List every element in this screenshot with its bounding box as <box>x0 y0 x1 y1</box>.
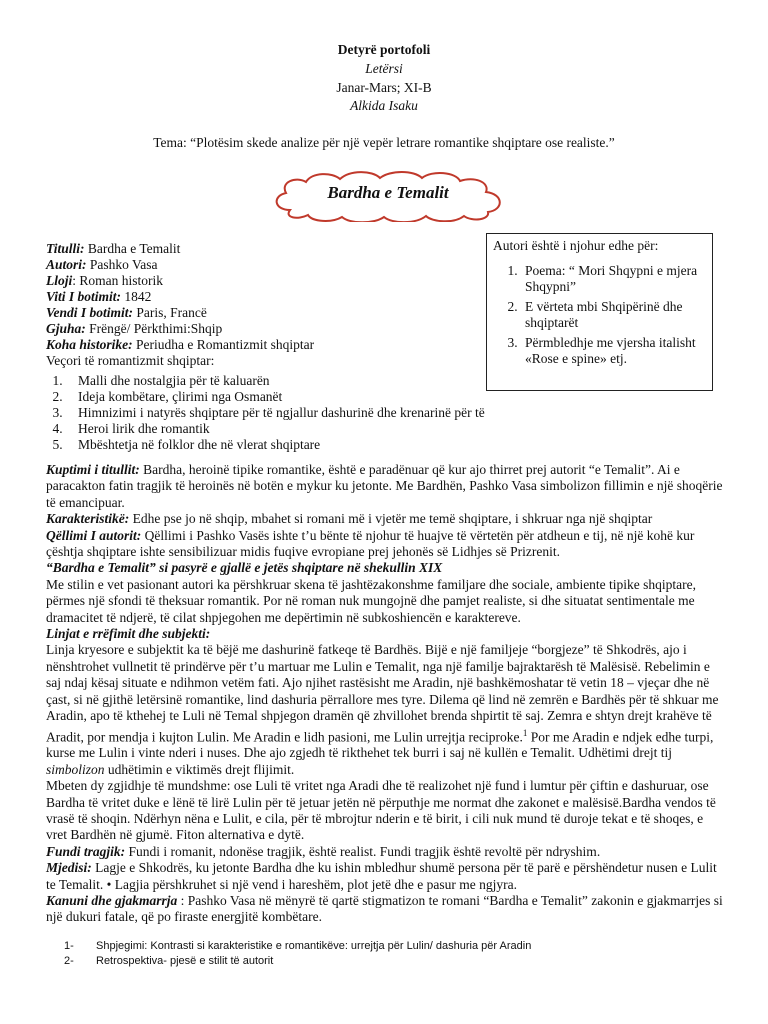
paragraph-text: Lagje e Shkodrës, ku jetonte Bardha dhe ku ishin mbledhur shumë persona për të parë e përshëndetur nusen e Lulit te Temalit. • Lagjia përshkruhet si një vend i hareshëm, plot jetë dhe e pasur me ngjyra. <box>46 860 717 892</box>
section-heading: “Bardha e Temalit” si pasyrë e gjallë e jetës shqiptare në shekullin XIX <box>46 560 443 576</box>
footnote-number: 2- <box>64 955 74 967</box>
list-item: 2. E vërteta mbi Shqipërinë dhe shqiptarët <box>521 299 706 331</box>
meta-row-title <box>46 241 486 257</box>
footnote-1 <box>64 939 531 954</box>
section-heading: Linjat e rrëfimit dhe subjekti: <box>46 626 211 642</box>
meta-value: : Roman historik <box>72 273 163 288</box>
meta-value: Bardha e Temalit <box>84 241 181 256</box>
footnote-2 <box>64 954 531 969</box>
section-label: Qëllimi I autorit: <box>46 527 142 543</box>
meta-label: Gjuha: <box>46 321 86 336</box>
footnote-text: Retrospektiva- pjesë e stilit të autorit <box>96 955 274 967</box>
meta-label: Titulli: <box>46 241 85 256</box>
meta-label: Lloji <box>46 273 73 288</box>
paragraph-setting <box>46 860 726 893</box>
paragraph-ending <box>46 844 726 860</box>
meta-row-genre <box>46 273 486 289</box>
section-label: Kanuni dhe gjakmarrja <box>46 893 178 909</box>
works-list <box>493 263 706 367</box>
paragraph-text: Fundi i romanit, ndonëse tragjik, është realist. Fundi tragjik është revoltë për ndryshim. <box>125 843 601 859</box>
list-item: 3. Himnizimi i natyrës shqiptare për të ngjallur dashurinë dhe krenarinë për të <box>66 405 485 421</box>
paragraph-text: udhëtimin e viktimës drejt flijimit. <box>104 761 295 777</box>
features-list-wrap <box>46 373 485 453</box>
emphasis-word: simbolizon <box>46 761 105 777</box>
meta-label: Autori: <box>46 257 87 272</box>
meta-row-author <box>46 257 486 273</box>
footnote-text: Shpjegimi: Kontrasti si karakteristike e romantikëve: urrejtja për Lulin/ dashuria për Aradin <box>96 940 532 952</box>
meta-row-period <box>46 337 486 353</box>
section-label: Fundi tragjik: <box>46 843 126 859</box>
paragraph-text: Qëllimi i Pashko Vasës ishte t’u bënte të njohur të huajve të vërtetën për atdheun e tij, në një kohë kur çështja shqiptare ishte sensibilizuar midis fuqive evropiane prej jehonës së Lidhjes së Prizrenit. <box>46 527 695 560</box>
meta-value: Periudha e Romantizmit shqiptar <box>132 337 315 352</box>
book-metadata <box>46 241 486 369</box>
meta-value: Pashko Vasa <box>86 257 158 272</box>
section-label: Mjedisi: <box>46 860 92 876</box>
info-box-intro: Autori është i njohur edhe për: <box>493 238 659 253</box>
paragraph-purpose <box>46 528 726 561</box>
assignment-title: Detyrë portofoli <box>337 42 431 57</box>
list-item: 5. Mbështetja në folklor dhe në vlerat shqiptare <box>66 437 485 453</box>
paragraph-resolution: Mbeten dy zgjidhje të mundshme: ose Luli të vritet nga Aradi dhe të realizohet një fund i lumtur për çiftin e dashuruar, ose Bardha të vritet duke e lënë të lirë Lulin për të jetuar jetën në përputhje me normat dhe zakonet e malësisë.Bardha vendos të vrasë të shoqin. Ndërhyn nëna e Lulit, e cila, për të mbrojtur nderin e të birit, i cili nuk mund të duroje tekat e të shoqes, e vret Bardhën në gjumë. Fiton alternativa e dytë. <box>46 778 716 843</box>
features-heading: Veçori të romantizmit shqiptar: <box>46 353 215 368</box>
meta-label: Viti I botimit: <box>46 289 122 304</box>
analysis-body <box>46 462 726 926</box>
meta-label: Vendi I botimit: <box>46 305 134 320</box>
list-item: 1. Malli dhe nostalgjia për të kaluarën <box>66 373 485 389</box>
meta-value: 1842 <box>121 289 152 304</box>
topic-line: Tema: “Plotësim skede analize për një vepër letrare romantike shqiptare ose realiste.” <box>153 135 615 150</box>
list-item: 1. Poema: “ Mori Shqypni e mjera Shqypni” <box>521 263 706 295</box>
paragraph-mirror: Me stilin e vet pasionant autori ka përshkruar skena të jashtëzakonshme familjare dhe sociale, ambiente tipike shqiptare, përmes një sfondi të theksuar romantik. Por në roman nuk mungojnë dhe pamjet realiste, si dhe situatat sentimentale me dramacitet të ndjerë, të cilat shpjegohen me depërtimin në subkoshiencën e karaktereve. <box>46 576 697 625</box>
meta-value: Paris, Francë <box>133 305 207 320</box>
meta-row-place <box>46 305 486 321</box>
footnote-mark: 1 <box>522 727 528 738</box>
paragraph-title-meaning <box>46 462 726 511</box>
author-info-box <box>486 233 713 391</box>
meta-value: Frëngë/ Përkthimi:Shqip <box>85 321 223 336</box>
paragraph-text: Linja kryesore e subjektit ka të bëjë me dashurinë fatkeqe të Bardhës. Bijë e një familjeje “borgjeze” të Shkodrës, ajo i nënshtrohet vullnetit të prindërve për t’u martuar me Lulin e Temalit, nga një familje bajraktarësh të Malësisë. Rebelimin e saj ndaj kësaj situate e ndihmon vetëm fati. Ajo njihet rastësisht me Aradin, një bashkëmoshatar të vetin 18 – vjeçar dhe në çast, si në gjithë letërsinë romantike, lind dashuria përrallore mes tyre. Dilema që lind në zemrën e Bardhës për të shkuar me Aradin, apo të kthehej te Luli në Temal shpjegon dramën që zhvillohet brenda shpirtit të saj. Zemra e shtyn drejt krahëve të Aradit, por mendja i kujton Lulin. Me Aradin e lidh pasioni, me Lulin urrejtja reciproke. <box>46 642 719 744</box>
paragraph-characteristic <box>46 511 726 527</box>
list-item: 3. Përmbledhje me vjersha italisht «Rose e spine» etj. <box>521 335 706 367</box>
paragraph-text: : Pashko Vasa në mënyrë të qartë stigmatizon te romani “Bardha e Temalit” zakonin e gjakmarrjes si një dukuri fatale, që po firaste energjitë kombëtare. <box>46 893 723 925</box>
paragraph-text: Bardha, heroinë tipike romantike, është e paradënuar që kur ajo thirret prej autorit “e Temalit”. Ai e paracakton fatin tragjik të heroinës në botën e mykur ku jetonte. Me Bardhën, Pashko Vasa simbolizon fillimin e një shoqërie të emancipuar. <box>46 462 723 510</box>
meta-row-language <box>46 321 486 337</box>
paragraph-plot <box>46 642 726 778</box>
list-item: 4. Heroi lirik dhe romantik <box>66 421 485 437</box>
paragraph-text: Por me Aradin e ndjek edhe turpi, kurse me Lulin i vinte nderi i nuses. Dhe ajo zgjedh të rikthehet tek burri i saj në kullën e Temalit. Udhëtimi drejt tij <box>46 729 714 761</box>
meta-row-year <box>46 289 486 305</box>
student-name: Alkida Isaku <box>350 98 418 113</box>
novel-title: Bardha e Temalit <box>327 183 449 202</box>
paragraph-kanun <box>46 893 726 926</box>
period-label: Janar-Mars; XI-B <box>336 80 432 95</box>
footnote-number: 1- <box>64 940 74 952</box>
meta-label: Koha historike: <box>46 337 133 352</box>
features-list <box>46 373 485 453</box>
paragraph-text: Edhe pse jo në shqip, mbahet si romani më i vjetër me temë shqiptare, i shkruar nga një shqiptar <box>129 511 653 527</box>
subject-label: Letërsi <box>365 61 403 76</box>
section-label: Kuptimi i titullit: <box>46 462 140 477</box>
section-label: Karakteristikë: <box>46 511 130 527</box>
footnotes <box>64 939 531 969</box>
list-item: 2. Ideja kombëtare, çlirimi nga Osmanët <box>66 389 485 405</box>
